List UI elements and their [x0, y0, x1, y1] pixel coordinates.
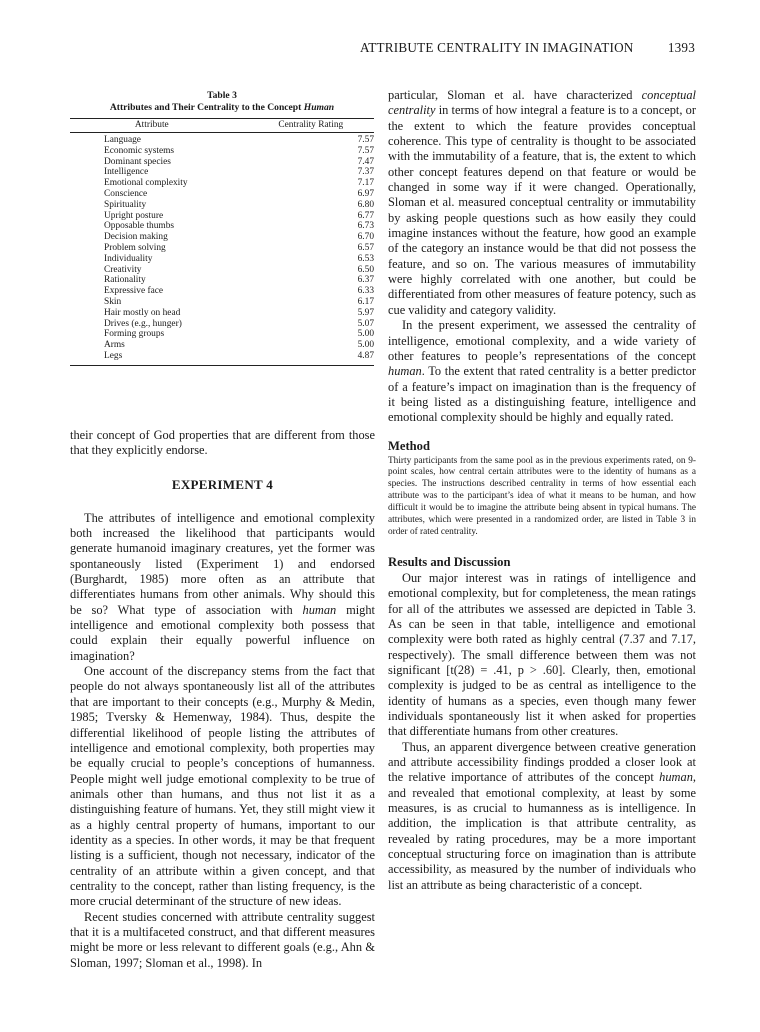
method-paragraph: Thirty participants from the same pool as in the previous experiments rated, on 9-point scales, how central certain attributes were to the identity of humans as a species. The instructions described centrality in terms of how essential each attribute was to the participant’s idea of what it means to be human, and how difficult it would be to imagine the attribute being absent in typical humans. The attributes, which were presented in a randomized order, are listed in Table 3 in order of rated centrality.: [388, 455, 696, 537]
table-row: [70, 265, 374, 276]
text-span: . To the extent that rated centrality is a better predictor of a feature’s impact on imagination than is the frequency of it being listed as a distinguishing feature, intelligence and emotional complexity should be highly and equally rated.: [388, 364, 696, 425]
table-row: [70, 189, 374, 200]
table-row: [70, 319, 374, 330]
rating-cell: 6.37: [357, 275, 374, 286]
text-span: might intelligence and emotional complexity both possess that could explain their equally powerful influence on imagination?: [70, 602, 375, 663]
rating-cell: 7.57: [357, 145, 374, 156]
rating-cell: 6.97: [357, 188, 374, 199]
attribute-cell: Spirituality: [104, 199, 147, 210]
attribute-cell: Opposable thumbs: [104, 221, 175, 232]
rating-cell: 5.00: [357, 329, 374, 340]
rating-cell: 6.70: [357, 232, 374, 243]
table-caption-text: Attributes and Their Centrality to the Concept: [109, 102, 304, 113]
rating-cell: 6.17: [357, 296, 374, 307]
body-paragraph: [388, 740, 696, 893]
attribute-cell: Emotional complexity: [104, 178, 188, 189]
table-caption-concept: Human: [303, 102, 335, 113]
text-span: Thus, an apparent divergence between creative generation and attribute accessibility findings prodded a closer look at the relative importance of attributes of the concept: [388, 739, 696, 785]
rating-cell: 5.97: [357, 307, 374, 318]
emphasis-span: conceptual centrality: [388, 88, 696, 118]
table-row: [70, 232, 374, 243]
table-row: [70, 329, 374, 340]
attribute-cell: Individuality: [104, 253, 153, 264]
attribute-cell: Dominant species: [104, 156, 171, 167]
rating-cell: 5.00: [357, 340, 374, 351]
attribute-cell: Hair mostly on head: [104, 307, 181, 318]
emphasis-span: human: [302, 602, 337, 617]
body-paragraph: [388, 318, 696, 425]
column-header-attribute: Attribute: [134, 120, 169, 130]
attribute-cell: Conscience: [104, 188, 148, 199]
attribute-table: [70, 119, 374, 362]
attribute-cell: Intelligence: [104, 167, 149, 178]
rating-cell: 7.57: [357, 135, 374, 145]
rating-cell: 7.37: [357, 167, 374, 178]
rating-cell: 6.57: [357, 242, 374, 253]
rating-cell: 6.77: [357, 210, 374, 221]
text-span: In the present experiment, we assessed the centrality of intelligence, emotional complexity, and a wide variety of other features to people’s representations of the concept: [388, 318, 696, 363]
table-row: [70, 275, 374, 286]
table-row: [70, 167, 374, 178]
table-caption: [70, 102, 374, 114]
body-paragraph: Recent studies concerned with attribute centrality suggest that it is a multifaceted construct, and that different measures might be more or less relevant to different goals (e.g., Ahn & Sloman, 1997; Sloman et al., 1998). In: [70, 909, 375, 970]
table-row: [70, 157, 374, 168]
table-row: [70, 178, 374, 189]
attribute-cell: Creativity: [104, 264, 142, 275]
experiment-heading: EXPERIMENT 4: [171, 476, 274, 492]
right-column: [388, 88, 696, 893]
attribute-cell: Skin: [104, 296, 122, 307]
table-3: [70, 90, 374, 366]
attribute-cell: Problem solving: [104, 242, 166, 253]
table-row: [70, 351, 374, 362]
body-paragraph: Our major interest was in ratings of intelligence and emotional complexity, but for completeness, the mean ratings for all of the attributes we assessed are depicted in Table 3. As can be seen in that table, intelligence and emotional complexity were both rated as highly central (7.37 and 7.17, respectively). The small difference between them was not significant [t(28) = .41, p > .60]. Clearly, then, emotional complexity is judged to be as central as intelligence to the identity of humans as a species, even though many fewer individuals spontaneously list it when asked for properties that differentiate humans from other creatures.: [388, 570, 696, 739]
attribute-cell: Language: [104, 135, 141, 145]
rating-cell: 6.53: [357, 253, 374, 264]
table-row: [70, 243, 374, 254]
results-heading: Results and Discussion: [388, 554, 511, 569]
rating-cell: 4.87: [357, 350, 374, 361]
left-column: [70, 428, 375, 971]
rating-cell: 7.17: [357, 178, 374, 189]
attribute-cell: Economic systems: [104, 145, 175, 156]
attribute-cell: Legs: [104, 350, 123, 361]
text-span: The attributes of intelligence and emotional complexity both increased the likelihood that participants would generate humanoid imaginary creatures, yet the former was spontaneously listed (Experiment 1) and endorsed (Burghardt, 1985) more often as an attribute that differentiates humans from other animals. Why should this be so? What type of association with: [70, 510, 375, 617]
column-header-rating: Centrality Rating: [278, 120, 344, 130]
body-paragraph: One account of the discrepancy stems from the fact that people do not always spontaneously list all of the attributes that are important to their concepts (e.g., Murphy & Medin, 1985; Tversky & Hemenway, 1984). Thus, despite the differential likelihood of people listing the attributes of intelligence and emotional complexity, both properties may be equally crucial to people’s conceptions of humanness. People might well judge emotional complexity to be true of animals other than humans, and thus not list it as a distinguishing feature of humans. Yet, they still might view it as a highly central property of humans, important to our identity as a species. In other words, it may be that frequent listing is a sufficient, though not necessary, indicator of the centrality of an attribute within a given concept, and that centrality to the concept, rather than listing frequency, is the more crucial determinant of the structure of new ideas.: [70, 664, 375, 909]
attribute-cell: Rationality: [104, 275, 146, 286]
table-header-rule: [70, 132, 374, 133]
rating-cell: 6.33: [357, 286, 374, 297]
table-row: [70, 254, 374, 265]
attribute-cell: Arms: [104, 340, 125, 351]
method-heading: Method: [388, 438, 430, 453]
body-paragraph: [388, 88, 696, 318]
table-bottom-rule: [70, 365, 374, 366]
emphasis-span: human: [388, 364, 422, 379]
emphasis-span: human: [659, 770, 693, 785]
attribute-cell: Forming groups: [104, 329, 165, 340]
table-body: [70, 135, 374, 362]
text-span: particular, Sloman et al. have characterized: [388, 88, 642, 102]
table-row: [70, 221, 374, 232]
table-row: [70, 286, 374, 297]
rating-cell: 6.50: [357, 264, 374, 275]
carry-over-paragraph: their concept of God properties that are different from those that they explicitly endorse.: [70, 428, 375, 458]
page-number: 1393: [667, 40, 695, 55]
running-head-title: ATTRIBUTE CENTRALITY IN IMAGINATION: [360, 40, 634, 55]
body-paragraph: [70, 511, 375, 664]
text-span: in terms of how integral a feature is to a concept, or the extent to which the feature provides conceptual coherence. This type of centrality is thought to be associated with the immutability of a feature, that is, the extent to which other concept features depend on that feature or would be changed in some way if it were changed. Operationally, Sloman et al. measured conceptual centrality or immutability by asking people questions such as how easily they could imagine instances without the feature, how good an example of the category an instance would be that did not possess the feature, and so on. The various measures of immutability were highly correlated with one another, but could be differentiated from other measures of feature potency, such as cue validity and category validity.: [388, 103, 696, 317]
table-row: [70, 211, 374, 222]
attribute-cell: Upright posture: [104, 210, 164, 221]
text-span: , and revealed that emotional complexity, at least by some measures, is as crucial to humanness as is intelligence. In addition, the implication is that attribute centrality, as revealed by rating procedures, may be a more important conceptual structuring force on imagination than is attribute accessibility, as measured by the number of individuals who list an attribute as being characteristic of a concept.: [388, 770, 696, 892]
attribute-cell: Expressive face: [104, 286, 164, 297]
attribute-cell: Decision making: [104, 232, 168, 243]
table-row: [70, 135, 374, 146]
table-number: Table 3: [207, 90, 237, 101]
table-row: [70, 340, 374, 351]
table-row: [70, 297, 374, 308]
table-row: [70, 308, 374, 319]
table-row: [70, 146, 374, 157]
rating-cell: 7.47: [357, 156, 374, 167]
rating-cell: 5.07: [357, 318, 374, 329]
rating-cell: 6.80: [357, 199, 374, 210]
attribute-cell: Drives (e.g., hunger): [104, 318, 182, 329]
rating-cell: 6.73: [357, 221, 374, 232]
table-header-row: [70, 119, 374, 131]
table-row: [70, 200, 374, 211]
